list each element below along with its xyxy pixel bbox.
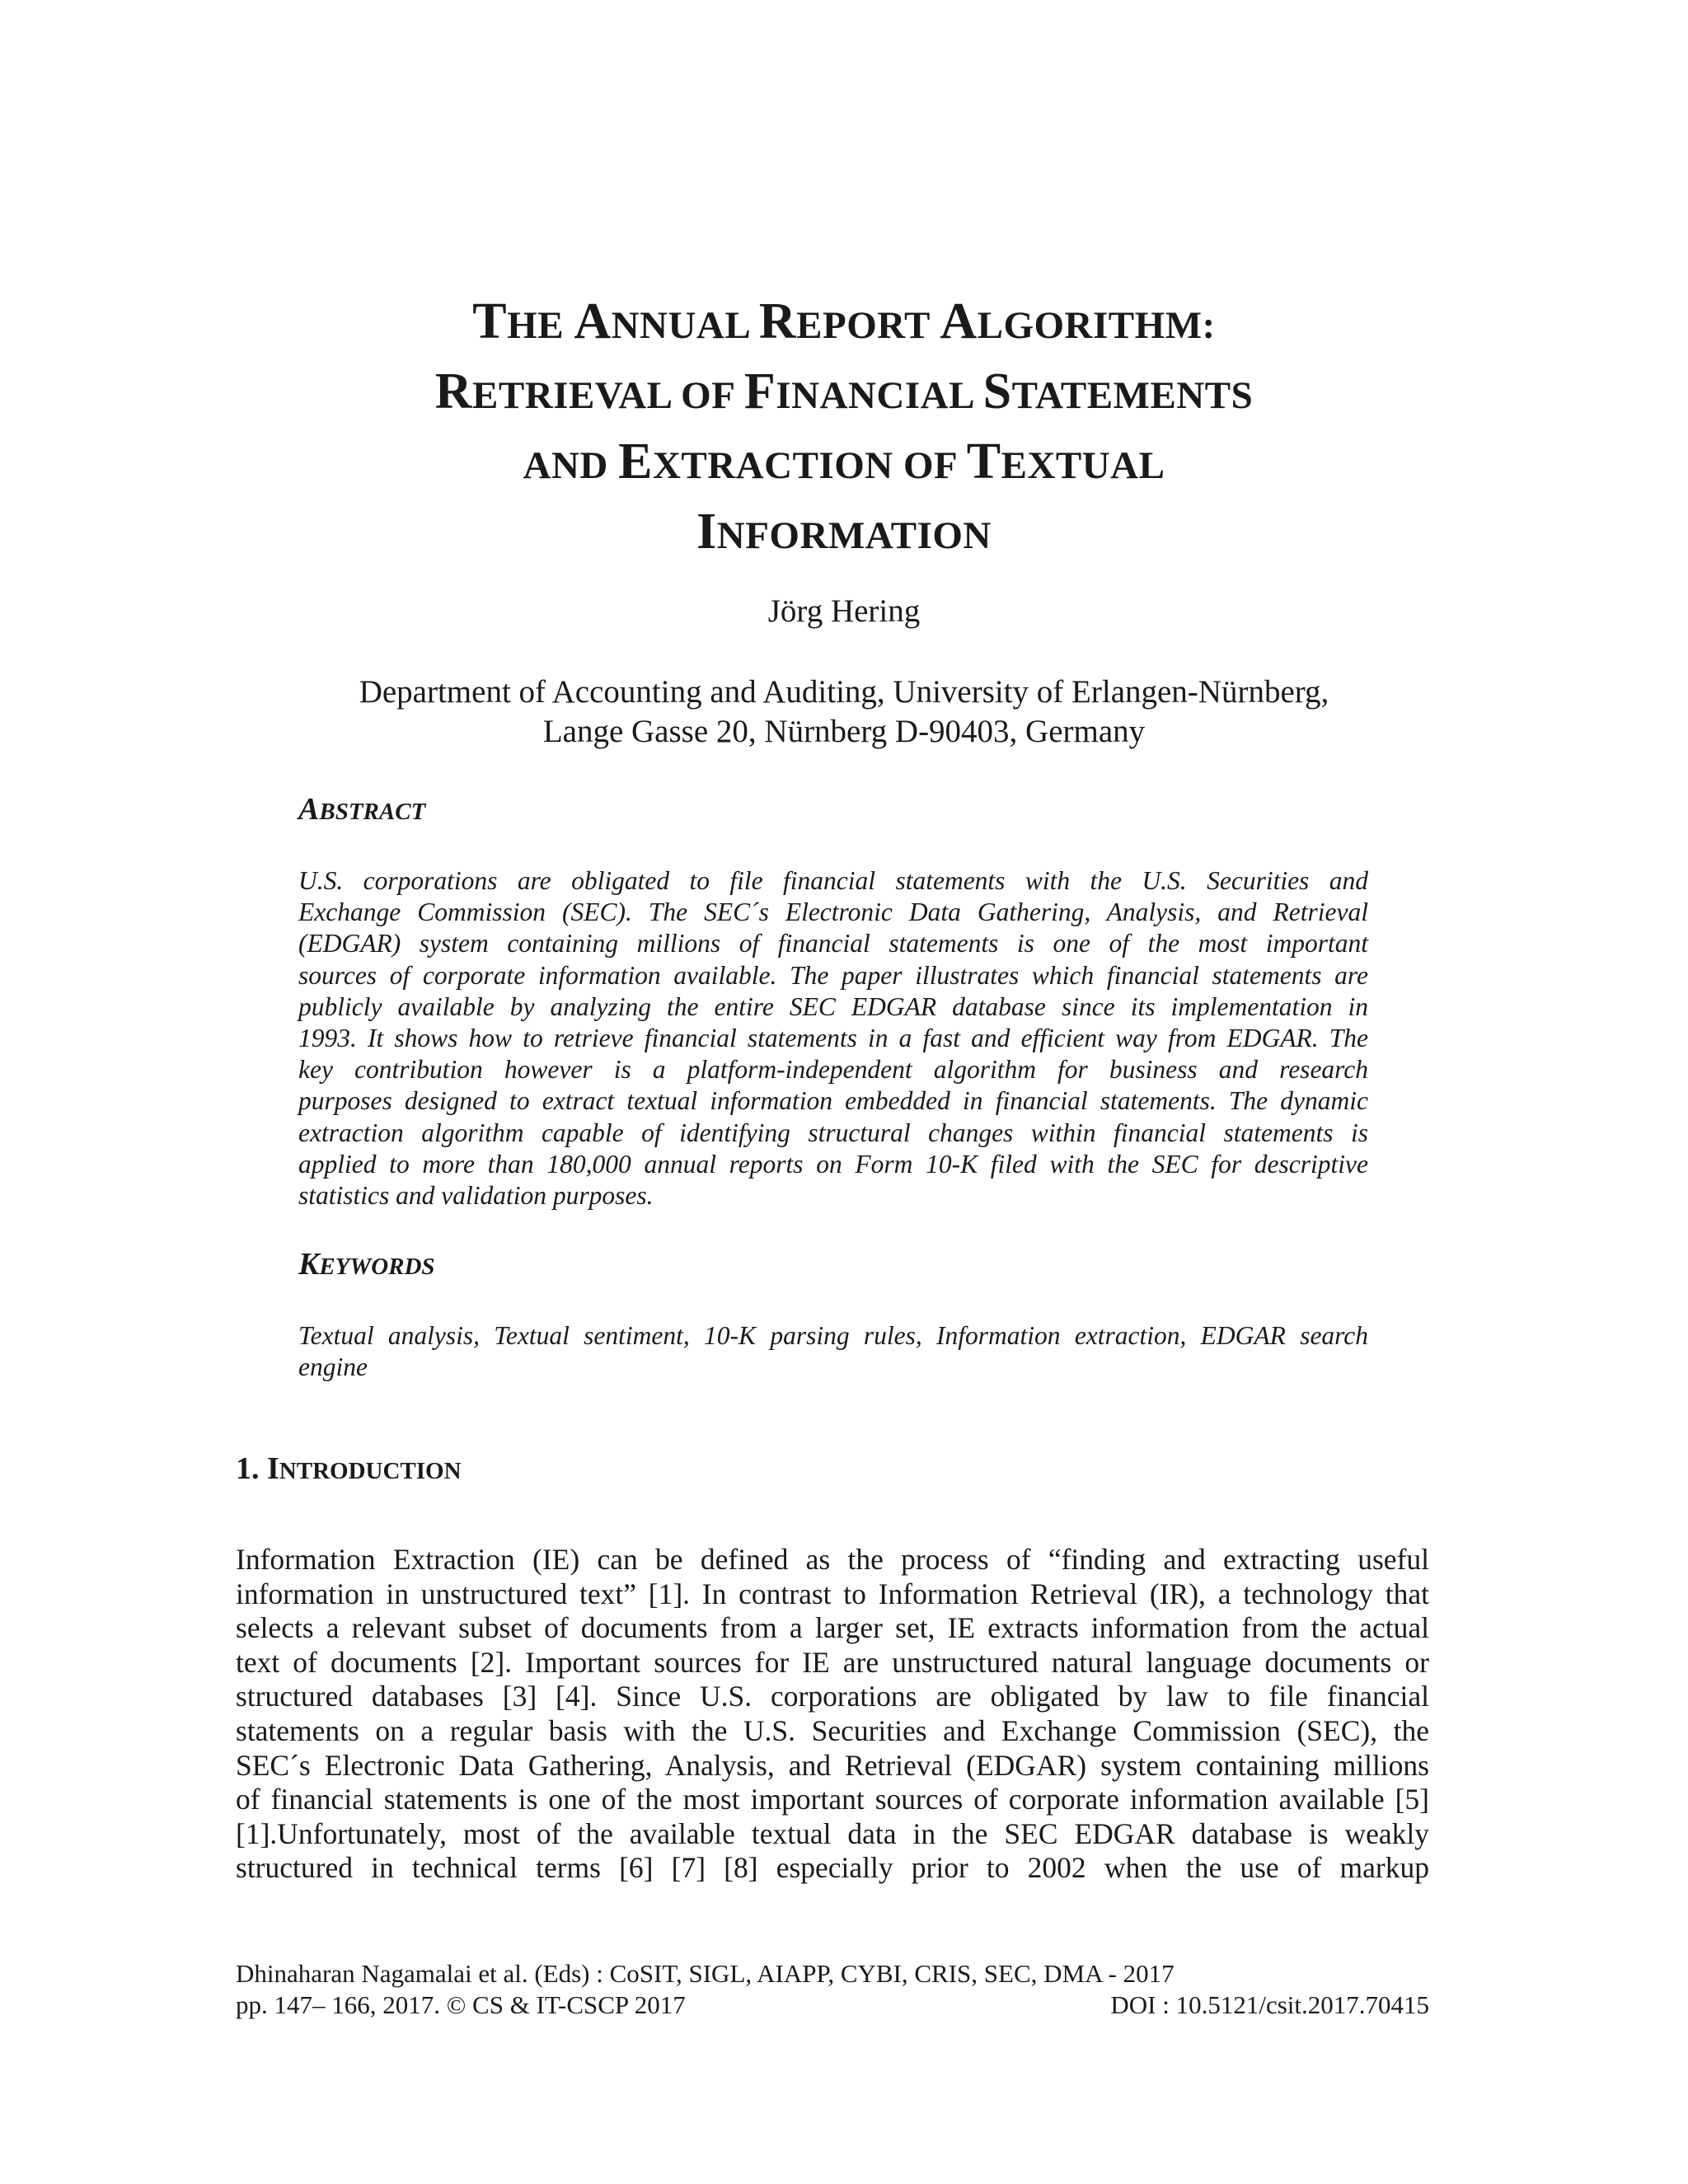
introduction-line: Information Extraction (IE) can be defined as the process of “finding and extracting useful [236, 1543, 1429, 1576]
introduction-line: structured in technical terms [6] [7] [8] especially prior to 2002 when the use of markup [236, 1851, 1429, 1885]
author-affiliation [267, 673, 1421, 752]
abstract-line: U.S. corporations are obligated to file financial statements with the U.S. Securities and [298, 866, 1368, 895]
abstract-line: sources of corporate information available. The paper illustrates which financial statements are [298, 960, 1368, 990]
introduction-line: SEC´s Electronic Data Gathering, Analysis, and Retrieval (EDGAR) system containing millions [236, 1748, 1429, 1782]
abstract-line: applied to more than 180,000 annual reports on Form 10-K filed with the SEC for descriptive [298, 1149, 1368, 1179]
title-line-3: AND EXTRACTION OF TEXTUAL [523, 434, 1165, 490]
introduction-heading: 1. INTRODUCTION [236, 1451, 462, 1486]
keywords-text [298, 1320, 1368, 1383]
footer-proceedings: Dhinaharan Nagamalai et al. (Eds) : CoSIT, SIGL, AIAPP, CYBI, CRIS, SEC, DMA - 2017 [236, 1959, 1175, 1988]
abstract-line: purposes designed to extract textual information embedded in financial statements. The dynamic [298, 1086, 1368, 1116]
introduction-line: selects a relevant subset of documents from a larger set, IE extracts information from the actual [236, 1611, 1429, 1645]
keywords-heading: KEYWORDS [298, 1247, 435, 1282]
title-line-2: RETRIEVAL OF FINANCIAL STATEMENTS [434, 363, 1254, 419]
introduction-line: structured databases [3] [4]. Since U.S. corporations are obligated by law to file financial [236, 1680, 1429, 1713]
abstract-line: key contribution however is a platform-independent algorithm for business and research [298, 1055, 1368, 1085]
abstract-line: statistics and validation purposes. [298, 1181, 654, 1211]
introduction-line: of financial statements is one of the most important sources of corporate information available [5] [236, 1783, 1429, 1816]
page-footer [236, 1958, 1429, 2021]
abstract-heading: ABSTRACT [298, 792, 426, 827]
introduction-line: information in unstructured text” [1]. In contrast to Information Retrieval (IR), a technology that [236, 1577, 1429, 1610]
abstract-line: publicly available by analyzing the entire SEC EDGAR database since its implementation in [298, 991, 1368, 1021]
footer-pages: pp. 147– 166, 2017. © CS & IT-CSCP 2017 [236, 1990, 686, 2019]
affiliation-line-2: Lange Gasse 20, Nürnberg D-90403, Germany [542, 714, 1146, 749]
introduction-line: text of documents [2]. Important sources for IE are unstructured natural language documents or [236, 1645, 1429, 1679]
title-line-4: INFORMATION [696, 504, 992, 560]
abstract-line: 1993. It shows how to retrieve financial statements in a fast and efficient way from EDGAR. The [298, 1024, 1368, 1053]
title-line-1: THE ANNUAL REPORT ALGORITHM: [472, 293, 1216, 349]
footer-doi: DOI : 10.5121/csit.2017.70415 [1110, 1990, 1429, 2019]
introduction-text [236, 1543, 1429, 1886]
keywords-line: engine [298, 1352, 368, 1382]
abstract-line: (EDGAR) system containing millions of financial statements is one of the most important [298, 929, 1368, 958]
paper-title [267, 288, 1421, 569]
affiliation-line-1: Department of Accounting and Auditing, University of Erlangen-Nürnberg, [359, 674, 1329, 710]
keywords-line: Textual analysis, Textual sentiment, 10-K parsing rules, Information extraction, EDGAR search [298, 1321, 1368, 1350]
author-name: Jörg Hering [767, 593, 921, 629]
introduction-line: statements on a regular basis with the U.S. Securities and Exchange Commission (SEC), the [236, 1713, 1429, 1747]
abstract-text [298, 865, 1368, 1212]
introduction-line: [1].Unfortunately, most of the available textual data in the SEC EDGAR database is weakly [236, 1816, 1429, 1850]
abstract-line: Exchange Commission (SEC). The SEC´s Electronic Data Gathering, Analysis, and Retrieval [298, 898, 1368, 927]
footer-citation-row [236, 1990, 1429, 2021]
abstract-line: extraction algorithm capable of identifying structural changes within financial statements is [298, 1118, 1368, 1147]
